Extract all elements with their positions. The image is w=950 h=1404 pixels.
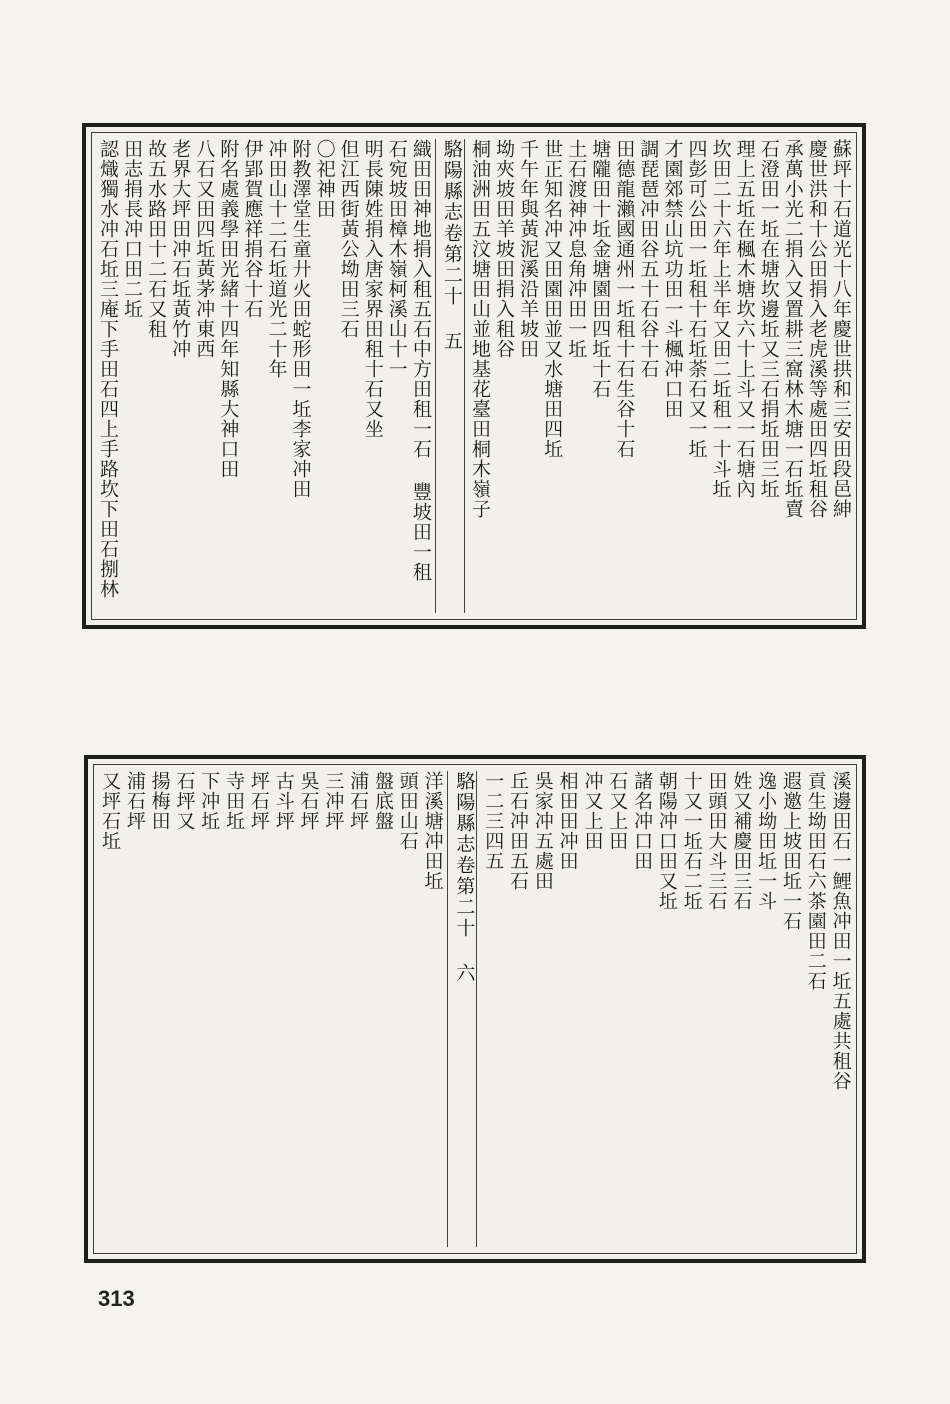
- text-column: 故五水路田十二石又租: [145, 139, 168, 339]
- text-column: 遐邀上坡田坵一石: [779, 771, 802, 931]
- text-column: 浦石坪: [347, 771, 370, 831]
- text-column: 坪石坪: [247, 771, 270, 831]
- text-column: 但江西街黃公坳田三石: [337, 139, 360, 339]
- text-column: 逸小坳田坵一斗: [755, 771, 778, 911]
- top-book-page: [82, 123, 866, 629]
- text-column: 諸名冲口田: [631, 771, 654, 871]
- text-column: 坳夾坡田羊坡田捐入租谷: [493, 139, 515, 359]
- text-column: 駱陽縣志卷第二十 六: [447, 771, 477, 1247]
- text-column: 附教澤堂生童廾火田蛇形田一坵李家冲田: [289, 139, 312, 499]
- text-column: 洋溪塘冲田坵: [421, 771, 444, 891]
- text-column: 世正知名冲又田園田並又水塘田四坵: [541, 139, 564, 459]
- text-column: 駱陽縣志卷第二十 五: [435, 139, 465, 613]
- text-column: 浦石坪: [123, 771, 146, 831]
- text-column: 寺田坵: [223, 771, 246, 831]
- text-column: 揚梅田: [148, 771, 171, 831]
- text-column: 冲田山十二石坵道光二十年: [265, 139, 288, 379]
- text-column: 下冲坵: [198, 771, 221, 831]
- bottom-book-page: [84, 755, 866, 1263]
- text-column: 〇祀神田: [313, 139, 336, 219]
- text-column: 田志捐長冲口田二坵: [121, 139, 144, 319]
- text-column: 丘石冲田五石: [507, 771, 529, 891]
- text-column: 蘇坪十石道光十八年慶世拱和三安田段邑紳: [829, 139, 852, 519]
- text-column: 石坪又: [173, 771, 196, 831]
- text-column: 老界大坪田冲石坵黃竹冲: [169, 139, 192, 359]
- text-column: 八石又田四坵黃茅冲東西: [193, 139, 216, 359]
- text-column: 理上五坵在楓木塘坎六十上斗又一石塘內: [733, 139, 756, 499]
- text-column: 三冲坪: [322, 771, 345, 831]
- text-column: 又坪石坵: [99, 771, 121, 851]
- text-column: 石宛坡田樟木嶺柯溪山十一: [385, 139, 408, 379]
- text-column: 承萬小光二捐入又置耕三窩林木塘一石坵賣: [781, 139, 804, 519]
- text-column: 溪邊田石一鯉魚冲田一坵五處共租谷: [829, 771, 852, 1091]
- text-column: 塘隴田十坵金塘園田四坵十石: [589, 139, 612, 399]
- text-column: 認熾獨水冲石坵三庵下手田石四上手路坎下田石捌林: [97, 139, 119, 599]
- top-page-text-columns: [98, 139, 850, 613]
- text-column: 頭田山石: [396, 771, 419, 851]
- text-column: 織田田神地捐入租五石中方田租一石 豐坡田一租: [409, 139, 432, 582]
- text-column: 調琵琶冲田谷五十石谷十石: [637, 139, 660, 379]
- text-column: 古斗坪: [272, 771, 295, 831]
- text-column: 石又上田: [606, 771, 629, 851]
- text-column: 伊郢賀應祥捐谷十石: [241, 139, 264, 319]
- text-column: 附名處義學田光緒十四年知縣大神口田: [217, 139, 240, 479]
- text-column: 明長陳姓捐入唐家界田租十石又坐: [361, 139, 384, 439]
- text-column: 坎田二十六年上半年又田二坵租一十斗坵: [709, 139, 732, 499]
- page-number: 313: [98, 1286, 135, 1311]
- text-column: 姓又補慶田三石: [730, 771, 753, 911]
- text-column: 田德龍瀨國通州一坵租十石生谷十石: [613, 139, 636, 459]
- text-column: 吳家冲五處田: [531, 771, 554, 891]
- text-column: 四彭可公田一坵租十石坵荼石又一坵: [685, 139, 708, 459]
- text-column: 十又一坵石二坵: [680, 771, 703, 911]
- text-column: 田頭田大斗三石: [705, 771, 728, 911]
- text-column: 一二三四五: [482, 771, 505, 871]
- text-column: 盤底盤: [371, 771, 394, 831]
- text-column: 石澄田一坵在塘坎邊坵又三石捐坵田三坵: [757, 139, 780, 499]
- text-column: 貢生坳田石六茶園田二石: [804, 771, 827, 991]
- text-column: 冲又上田: [581, 771, 604, 851]
- text-column: 桐油洲田五汶塘田山並地基花臺田桐木嶺子: [468, 139, 491, 519]
- text-column: 土石渡神冲息角冲田一坵: [565, 139, 588, 359]
- bottom-page-text-columns: [100, 771, 850, 1247]
- text-column: 千午年與黃泥溪沿羊坡田: [517, 139, 540, 359]
- text-column: 朝陽冲口田又坵: [655, 771, 678, 911]
- text-column: 吳石坪: [297, 771, 320, 831]
- text-column: 相田田冲田: [556, 771, 579, 871]
- text-column: 才園郊禁山坑功田一斗楓冲口田: [661, 139, 684, 419]
- text-column: 慶世洪和十公田捐入老虎溪等處田四坵租谷: [805, 139, 828, 519]
